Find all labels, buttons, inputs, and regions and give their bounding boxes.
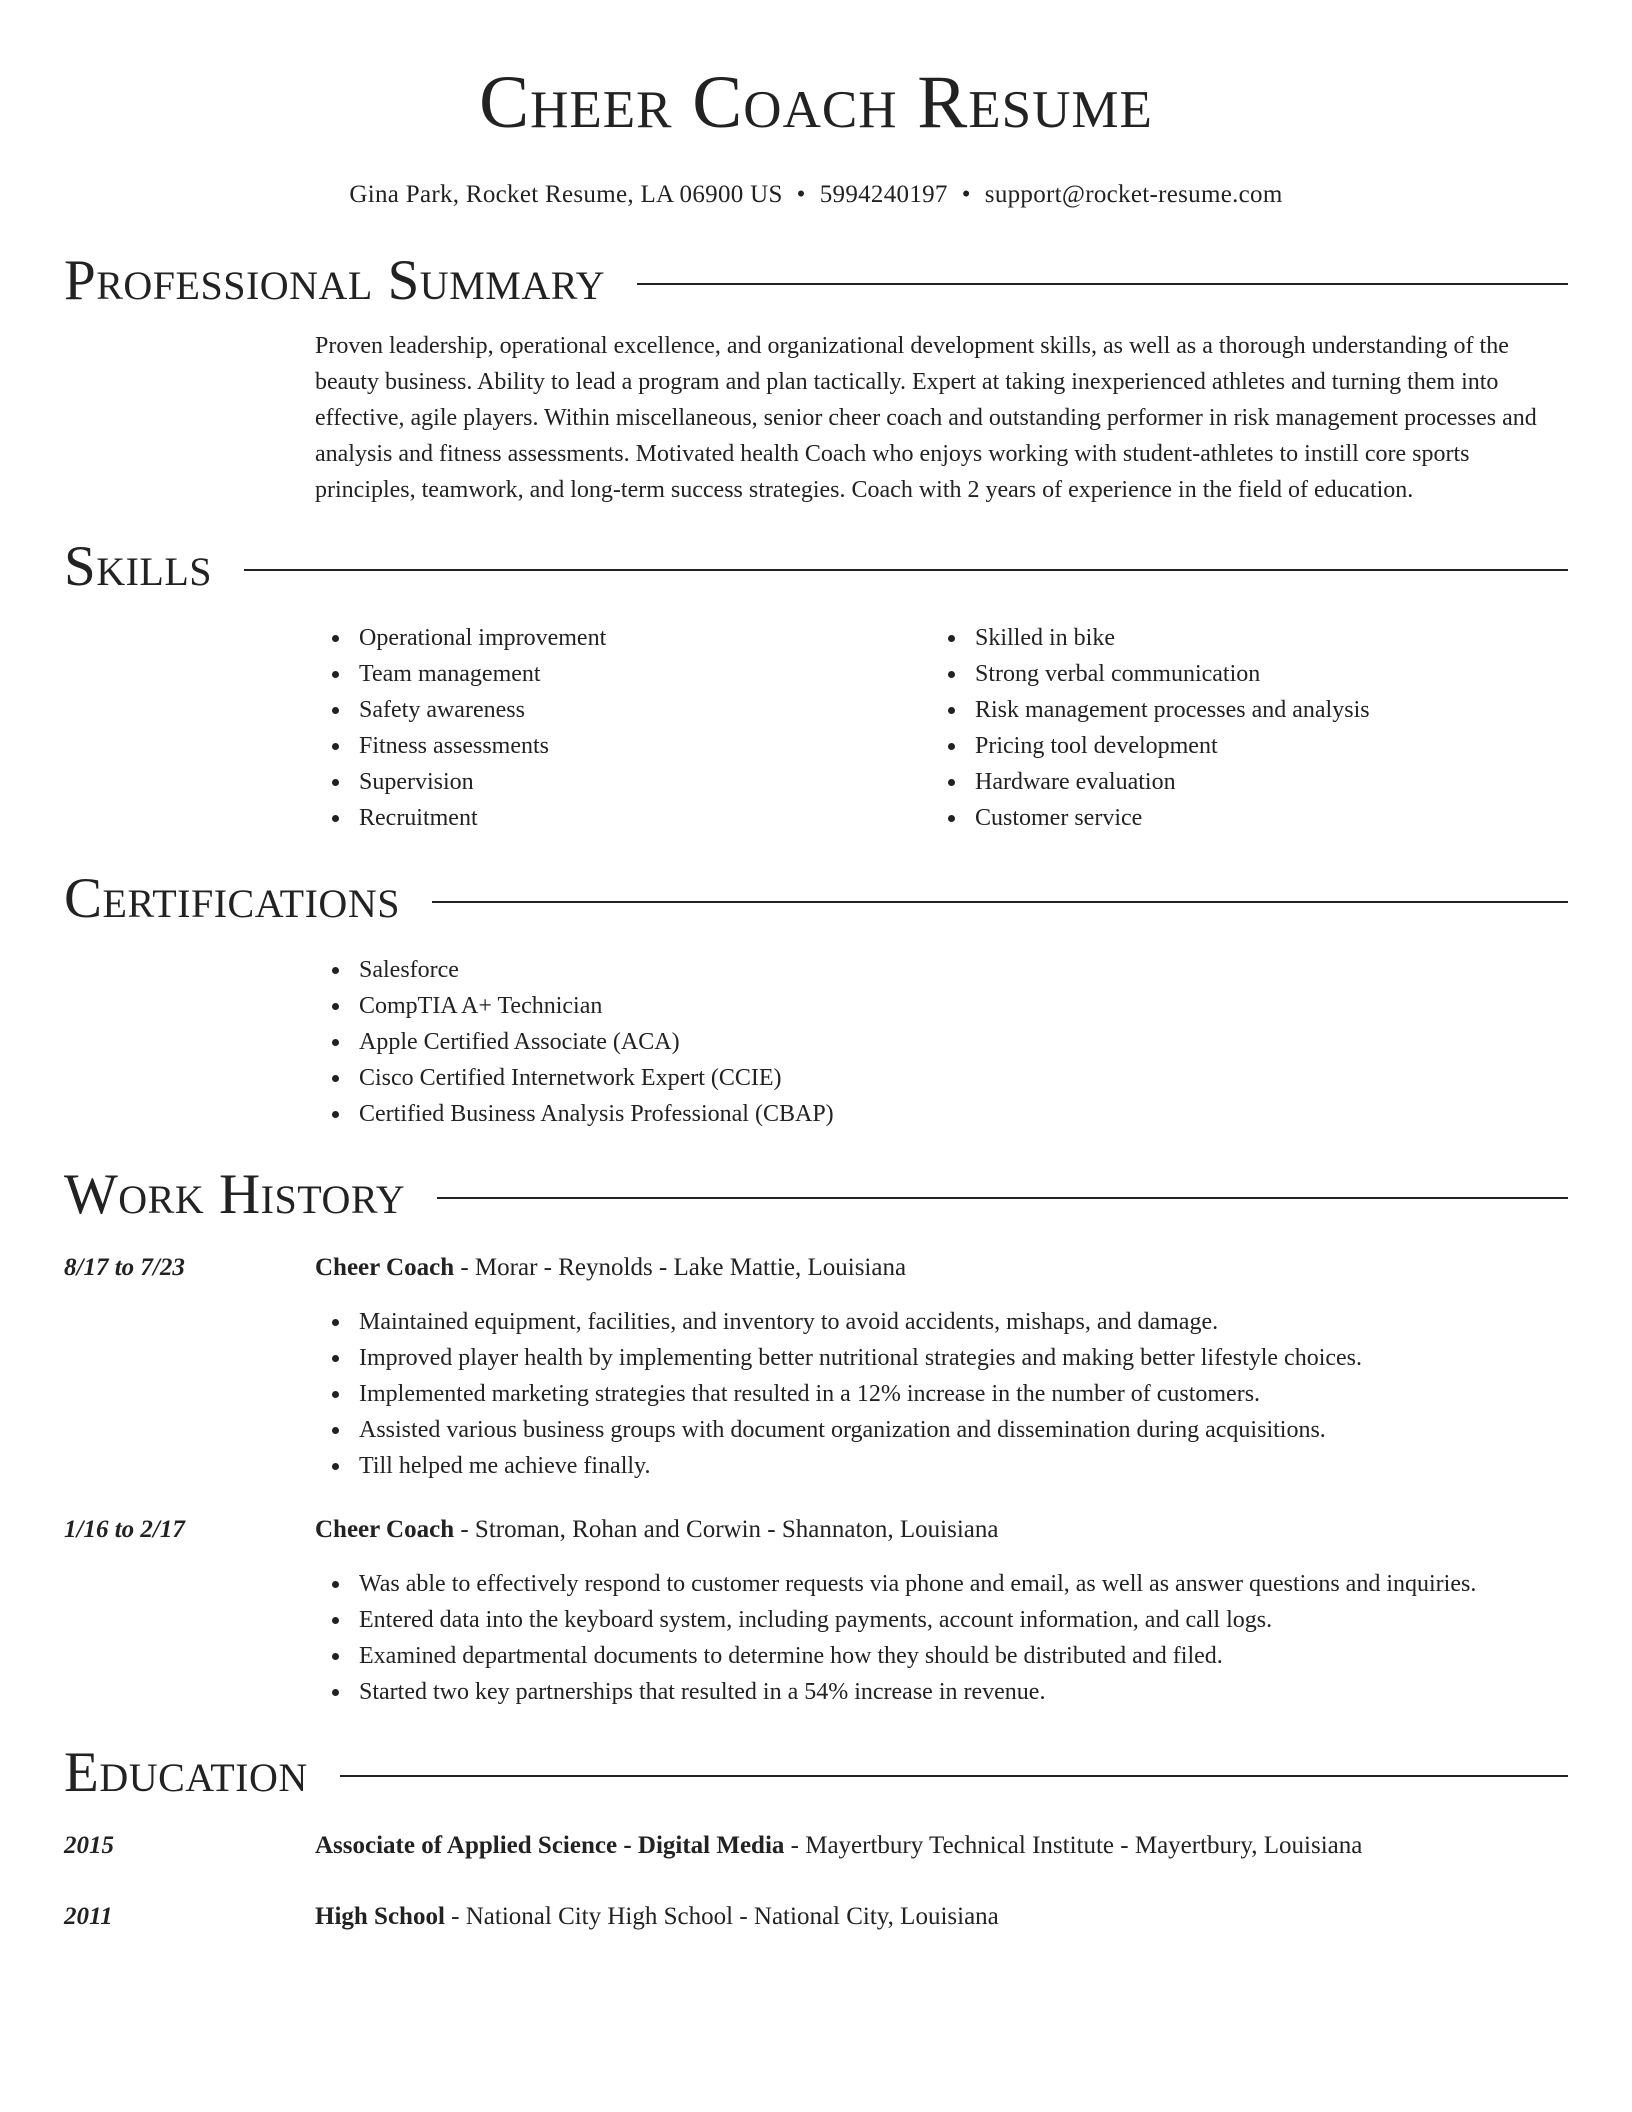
education-degree: Associate of Applied Science - Digital Media: [315, 1832, 785, 1859]
skill-item: Skilled in bike: [931, 620, 1547, 656]
job-bullet: Implemented marketing strategies that resulted in a 12% increase in the number of customers.: [315, 1376, 1568, 1412]
certification-item: Apple Certified Associate (ACA): [315, 1024, 1568, 1060]
skill-item: Hardware evaluation: [931, 764, 1547, 800]
section-divider: [437, 1197, 1568, 1199]
job-bullet: Examined departmental documents to determine how they should be distributed and filed.: [315, 1638, 1568, 1674]
skill-item: Pricing tool development: [931, 728, 1547, 764]
skill-item: Fitness assessments: [315, 728, 931, 764]
certification-item: Cisco Certified Internetwork Expert (CCIE): [315, 1060, 1568, 1096]
resume-page: [64, 0, 1568, 1935]
certifications-section-header: [64, 864, 1568, 934]
education-year: 2015: [64, 1832, 114, 1859]
skill-item: Customer service: [931, 800, 1547, 836]
education-line: [315, 1899, 999, 1935]
education-year: 2011: [64, 1903, 113, 1930]
skill-item: Operational improvement: [315, 620, 931, 656]
contact-address: Gina Park, Rocket Resume, LA 06900 US: [349, 181, 783, 208]
skill-item: Recruitment: [315, 800, 931, 836]
job-bullets: [315, 1566, 1568, 1710]
job-employer: - Stroman, Rohan and Corwin - Shannaton, Louisiana: [454, 1516, 999, 1543]
skills-heading: Skills: [64, 535, 213, 598]
education-entry: [64, 1828, 1568, 1864]
education-section-header: [64, 1738, 1568, 1808]
skills-section-header: [64, 532, 1568, 602]
certifications-heading: Certifications: [64, 867, 400, 930]
summary-heading: Professional Summary: [64, 249, 606, 312]
contact-phone: 5994240197: [819, 181, 948, 208]
education-school: - National City High School - National City, Louisiana: [444, 1903, 999, 1930]
skill-item: Strong verbal communication: [931, 656, 1547, 692]
job-bullet: Till helped me achieve finally.: [315, 1448, 1568, 1484]
certification-item: Salesforce: [315, 952, 1568, 988]
job-dates: 1/16 to 2/17: [64, 1516, 185, 1543]
job-header: [315, 1250, 906, 1286]
section-divider: [340, 1775, 1568, 1777]
job-bullets: [315, 1304, 1568, 1484]
skill-item: Team management: [315, 656, 931, 692]
job-bullet: Improved player health by implementing better nutritional strategies and making better lifestyle choices.: [315, 1340, 1568, 1376]
job-header: [315, 1512, 998, 1548]
section-divider: [244, 569, 1568, 571]
job-bullet: Started two key partnerships that resulted in a 54% increase in revenue.: [315, 1674, 1568, 1710]
section-divider: [637, 283, 1568, 285]
job-employer: - Morar - Reynolds - Lake Mattie, Louisiana: [454, 1254, 907, 1281]
skills-list: [315, 620, 1568, 836]
section-divider: [432, 901, 1568, 903]
contact-line: [64, 180, 1568, 210]
education-school: - Mayertbury Technical Institute - Mayertbury, Louisiana: [784, 1832, 1363, 1859]
job-bullet: Was able to effectively respond to customer requests via phone and email, as well as answer questions and inquiries.: [315, 1566, 1568, 1602]
education-line: [315, 1828, 1362, 1864]
job-bullet: Maintained equipment, facilities, and inventory to avoid accidents, mishaps, and damage.: [315, 1304, 1568, 1340]
summary-section-header: [64, 246, 1568, 316]
job-title: Cheer Coach: [315, 1516, 455, 1543]
skills-column-left: [315, 620, 931, 836]
certification-item: CompTIA A+ Technician: [315, 988, 1568, 1024]
skills-column-right: [931, 620, 1547, 836]
job-entry: [64, 1250, 1568, 1286]
work-heading: Work History: [64, 1163, 406, 1226]
education-degree: High School: [315, 1903, 445, 1930]
resume-title: Cheer Coach Resume: [479, 61, 1153, 144]
contact-separator: •: [961, 181, 971, 208]
summary-text: Proven leadership, operational excellence, and organizational development skills, as well as a thorough understanding of the beauty business. Ability to lead a program and plan tactically. Expert at taking inexperienced athletes and turning them into effective, agile players. Within miscellaneous, senior cheer coach and outstanding performer in risk management processes and analysis and fitness assessments. Motivated health Coach who enjoys working with student-athletes to instill core sports principles, teamwork, and long-term success strategies. Coach with 2 years of experience in the field of education.: [315, 333, 1537, 503]
job-title: Cheer Coach: [315, 1254, 455, 1281]
work-section-header: [64, 1160, 1568, 1230]
education-entry: [64, 1899, 1568, 1935]
skill-item: Supervision: [315, 764, 931, 800]
skill-item: Risk management processes and analysis: [931, 692, 1547, 728]
contact-email: support@rocket-resume.com: [984, 181, 1283, 208]
job-dates: 8/17 to 7/23: [64, 1254, 185, 1281]
certifications-list: [315, 952, 1568, 1132]
education-heading: Education: [64, 1741, 308, 1804]
skill-item: Safety awareness: [315, 692, 931, 728]
contact-separator: •: [796, 181, 806, 208]
job-entry: [64, 1512, 1568, 1548]
job-bullet: Assisted various business groups with document organization and dissemination during acquisitions.: [315, 1412, 1568, 1448]
job-bullet: Entered data into the keyboard system, including payments, account information, and call logs.: [315, 1602, 1568, 1638]
certification-item: Certified Business Analysis Professional (CBAP): [315, 1096, 1568, 1132]
